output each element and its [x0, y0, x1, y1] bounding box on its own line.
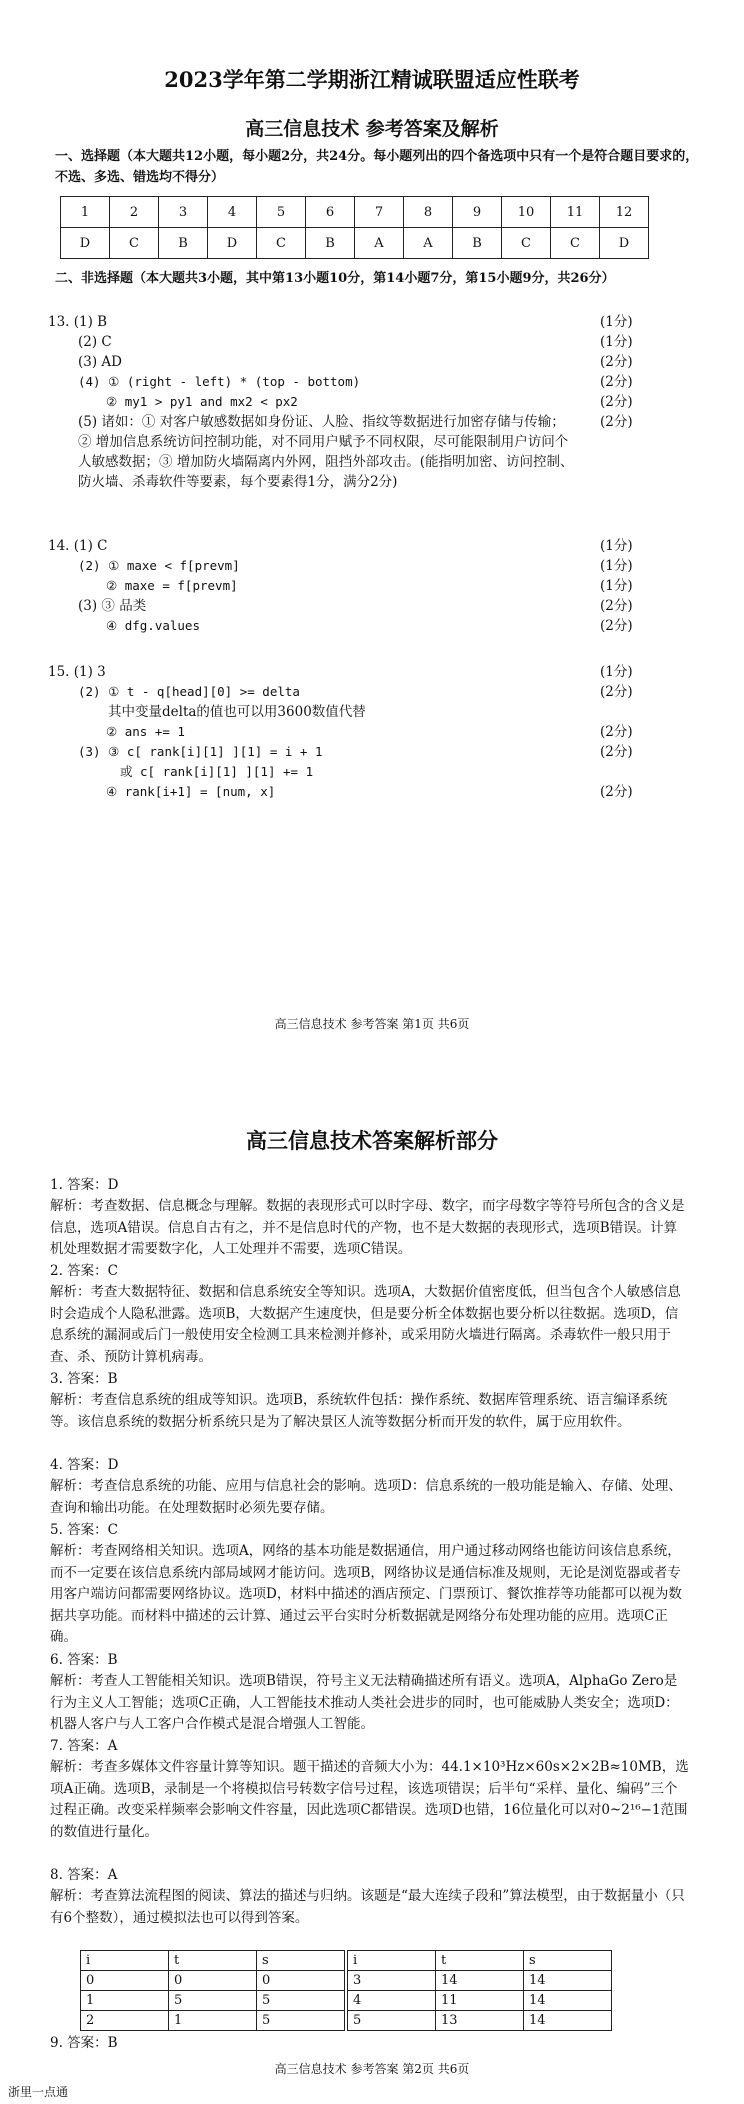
- q15-answer-1: 15. (1) 3: [48, 664, 106, 680]
- answer-subtitle: 高三信息技术 参考答案及解析: [245, 118, 499, 140]
- answer-letter: D: [208, 228, 257, 259]
- trace-row: [81, 2011, 612, 2031]
- trace-header-cell: s: [524, 1951, 612, 1971]
- trace-cell: 5: [257, 2011, 347, 2031]
- q14-score-1: (1分): [600, 538, 633, 554]
- answer-letter: B: [159, 228, 208, 259]
- answer-letter: D: [61, 228, 110, 259]
- q14-score-3: (1分): [600, 578, 633, 594]
- q15-score-1: (1分): [600, 664, 633, 680]
- trace-cell: 14: [524, 1971, 612, 1991]
- q13-score-2: (1分): [600, 334, 633, 350]
- item-7-answer: 7. 答案：A: [50, 1738, 118, 1754]
- answer-number: 12: [600, 197, 649, 228]
- q13-score-3: (2分): [600, 354, 633, 370]
- item-4-analysis: 解析：考查信息系统的功能、应用与信息社会的影响。选项D：信息系统的一般功能是输入、存储、处理、查询和输出功能。在处理数据时必须先要存储。: [50, 1478, 682, 1516]
- trace-cell: 14: [436, 1971, 524, 1991]
- answer-number: 4: [208, 197, 257, 228]
- answer-number: 1: [61, 197, 110, 228]
- trace-row: [81, 1971, 612, 1991]
- q15-answer-3: ② ans += 1: [106, 724, 185, 739]
- answer-number: 2: [110, 197, 159, 228]
- q13-score-6: (2分): [600, 414, 633, 430]
- q13-answer-6: (5) 诸如：① 对客户敏感数据如身份证、人脸、指纹等数据进行加密存储与传输；② 增加信息系统访问控制功能，对不同用户赋予不同权限，尽可能限制用户访问个人敏感数据；③ 增加防火墙隔离内外网，阻挡外部攻击。(能指明加密、访问控制、防火墙、杀毒软件等要素，每个要素得1分，满分2分): [78, 414, 574, 490]
- answer-number: 6: [306, 197, 355, 228]
- q13-answer-2: (2) C: [78, 334, 112, 350]
- trace-cell: 1: [81, 1991, 169, 2011]
- answer-letter: D: [600, 228, 649, 259]
- trace-header-cell: i: [81, 1951, 169, 1971]
- answer-number-row: [61, 197, 649, 228]
- item-6-analysis: 解析：考查人工智能相关知识。选项B错误，符号主义无法精确描述所有语义。选项A，AlphaGo Zero是行为主义人工智能；选项C正确，人工智能技术推动人类社会进步的同时，也可能威胁人类安全；选项D：机器人客户与人工客户合作模式是混合增强人工智能。: [50, 1673, 679, 1732]
- item-1-answer: 1. 答案：D: [50, 1177, 119, 1193]
- q15-note: 其中变量delta的值也可以用3600数值代替: [108, 704, 366, 720]
- exam-title: 2023学年第二学期浙江精诚联盟适应性联考: [164, 67, 580, 92]
- trace-cell: 14: [524, 2011, 612, 2031]
- q13-score-5: (2分): [600, 394, 633, 410]
- item-9-answer: 9. 答案：B: [50, 2035, 118, 2051]
- q13-score-1: (1分): [600, 314, 633, 330]
- answer-letter: B: [453, 228, 502, 259]
- q15-score-2: (2分): [600, 684, 633, 700]
- answer-letter: A: [355, 228, 404, 259]
- q13-score-4: (2分): [600, 374, 633, 390]
- trace-header-cell: s: [257, 1951, 347, 1971]
- trace-cell: 4: [346, 1991, 436, 2011]
- q15-answer-alt: 或 c[ rank[i][1] ][1] += 1: [120, 764, 314, 779]
- answer-number: 9: [453, 197, 502, 228]
- q13-answer-4: (4) ① (right - left) * (top - bottom): [78, 374, 361, 389]
- item-1-analysis: 解析：考查数据、信息概念与理解。数据的表现形式可以时字母、数字，而字母数字等符号所包含的含义是信息，选项A错误。信息自古有之，并不是信息时代的产物，也不是大数据的表现形式，选项B错误。计算机处理数据才需要数字化，人工处理并不需要，选项C错误。: [50, 1198, 685, 1257]
- answer-letter: C: [257, 228, 306, 259]
- answer-letter: B: [306, 228, 355, 259]
- trace-cell: 14: [524, 1991, 612, 2011]
- trace-header-cell: t: [436, 1951, 524, 1971]
- answer-number: 7: [355, 197, 404, 228]
- item-2-analysis: 解析：考查大数据特征、数据和信息系统安全等知识。选项A，大数据价值密度低，但当包含个人敏感信息时会造成个人隐私泄露。选项B，大数据产生速度快，但是要分析全体数据也要分析以往数据。选项D，信息系统的漏洞或后门一般使用安全检测工具来检测并修补，或采用防火墙进行隔离。杀毒软件一般只用于查、杀、预防计算机病毒。: [50, 1284, 681, 1365]
- q15-score-4: (2分): [600, 744, 633, 760]
- analysis-title: 高三信息技术答案解析部分: [246, 1128, 498, 1153]
- trace-header-cell: i: [346, 1951, 436, 1971]
- q15-score-5: (2分): [600, 784, 633, 800]
- trace-cell: 5: [346, 2011, 436, 2031]
- answer-number: 3: [159, 197, 208, 228]
- answer-letter-row: [61, 228, 649, 259]
- q13-answer-1: 13. (1) B: [48, 314, 108, 330]
- trace-cell: 13: [436, 2011, 524, 2031]
- q14-score-4: (2分): [600, 598, 633, 614]
- q14-answer-4: (3) ③ 品类: [78, 598, 147, 614]
- item-5-answer: 5. 答案：C: [50, 1522, 119, 1538]
- item-4-answer: 4. 答案：D: [50, 1457, 119, 1473]
- source-watermark: 浙里一点通: [8, 2085, 69, 2099]
- trace-cell: 5: [257, 1991, 347, 2011]
- trace-cell: 5: [169, 1991, 257, 2011]
- answer-number: 11: [551, 197, 600, 228]
- answer-letter: C: [502, 228, 551, 259]
- item-2-answer: 2. 答案：C: [50, 1263, 119, 1279]
- q14-score-2: (1分): [600, 558, 633, 574]
- trace-header-row: [81, 1951, 612, 1971]
- trace-header-cell: t: [169, 1951, 257, 1971]
- trace-row: [81, 1991, 612, 2011]
- item-3-answer: 3. 答案：B: [50, 1371, 118, 1387]
- trace-cell: 0: [169, 1971, 257, 1991]
- q15-answer-5: ④ rank[i+1] = [num, x]: [106, 784, 276, 799]
- trace-cell: 0: [81, 1971, 169, 1991]
- answer-page-2: [0, 1075, 744, 2104]
- trace-cell: 11: [436, 1991, 524, 2011]
- answer-letter: A: [404, 228, 453, 259]
- q14-answer-1: 14. (1) C: [48, 538, 108, 554]
- item-3-analysis: 解析：考查信息系统的组成等知识。选项B，系统软件包括：操作系统、数据库管理系统、语言编译系统等。该信息系统的数据分析系统只是为了解决景区人流等数据分析而开发的软件，属于应用软件。: [50, 1392, 668, 1430]
- q15-answer-4: (3) ③ c[ rank[i][1] ][1] = i + 1: [78, 744, 323, 759]
- q14-answer-2: (2) ① maxe < f[prevm]: [78, 558, 240, 573]
- answer-number: 8: [404, 197, 453, 228]
- q13-answer-5: ② my1 > py1 and mx2 < px2: [106, 394, 298, 409]
- page-footer: 高三信息技术 参考答案 第1页 共6页: [274, 1017, 470, 1031]
- item-8-analysis: 解析：考查算法流程图的阅读、算法的描述与归纳。该题是“最大连续子段和”算法模型，由于数据量小（只有6个整数），通过模拟法也可以得到答案。: [50, 1888, 685, 1926]
- item-6-answer: 6. 答案：B: [50, 1652, 118, 1668]
- item-7-analysis: 解析：考查多媒体文件容量计算等知识。题干描述的音频大小为：44.1×10³Hz×60s×2×2B≈10MB，选项A正确。选项B，录制是一个将模拟信号转数字信号过程，该选项错误；后半句“采样、量化、编码”三个过程正确。改变采样频率会影响文件容量，因此选项C都错误。选项D也错，16位量化可以对0~2¹⁶−1范围的数值进行量化。: [50, 1759, 689, 1840]
- item-5-analysis: 解析：考查网络相关知识。选项A，网络的基本功能是数据通信，用户通过移动网络也能访问该信息系统，而不一定要在该信息系统内部局域网才能访问。选项B，网络协议是通信标准及规则，无论是浏览器或者专用客户端访问都需要网络协议。选项D，材料中描述的酒店预定、门票预订、餐饮推荐等功能都可以视为数据共享功能。而材料中描述的云计算、通过云平台实时分析数据就是网络分布处理功能的应用。选项C正确。: [50, 1543, 682, 1645]
- answer-number: 10: [502, 197, 551, 228]
- q14-answer-5: ④ dfg.values: [106, 618, 200, 633]
- q13-answer-3: (3) AD: [78, 354, 122, 370]
- q15-answer-2: (2) ① t - q[head][0] >= delta: [78, 684, 300, 699]
- trace-cell: 3: [346, 1971, 436, 1991]
- trace-cell: 1: [169, 2011, 257, 2031]
- answer-letter: C: [551, 228, 600, 259]
- q14-answer-3: ② maxe = f[prevm]: [106, 578, 238, 593]
- item-8-answer: 8. 答案：A: [50, 1867, 118, 1883]
- trace-table: [80, 1950, 612, 2031]
- trace-cell: 2: [81, 2011, 169, 2031]
- page-footer: 高三信息技术 参考答案 第2页 共6页: [274, 2062, 470, 2076]
- q15-score-3: (2分): [600, 724, 633, 740]
- trace-cell: 0: [257, 1971, 347, 1991]
- answer-number: 5: [257, 197, 306, 228]
- section-open-heading: 二、非选择题（本大题共3小题，其中第13小题10分，第14小题7分，第15小题9分，共26分）: [55, 271, 615, 286]
- answer-letter: C: [110, 228, 159, 259]
- q14-score-5: (2分): [600, 618, 633, 634]
- choice-answer-table: [60, 196, 649, 259]
- section-choice-heading: 一、选择题（本大题共12小题，每小题2分，共24分。每小题列出的四个备选项中只有一个是符合题目要求的，不选、多选、错选均不得分）: [55, 149, 699, 185]
